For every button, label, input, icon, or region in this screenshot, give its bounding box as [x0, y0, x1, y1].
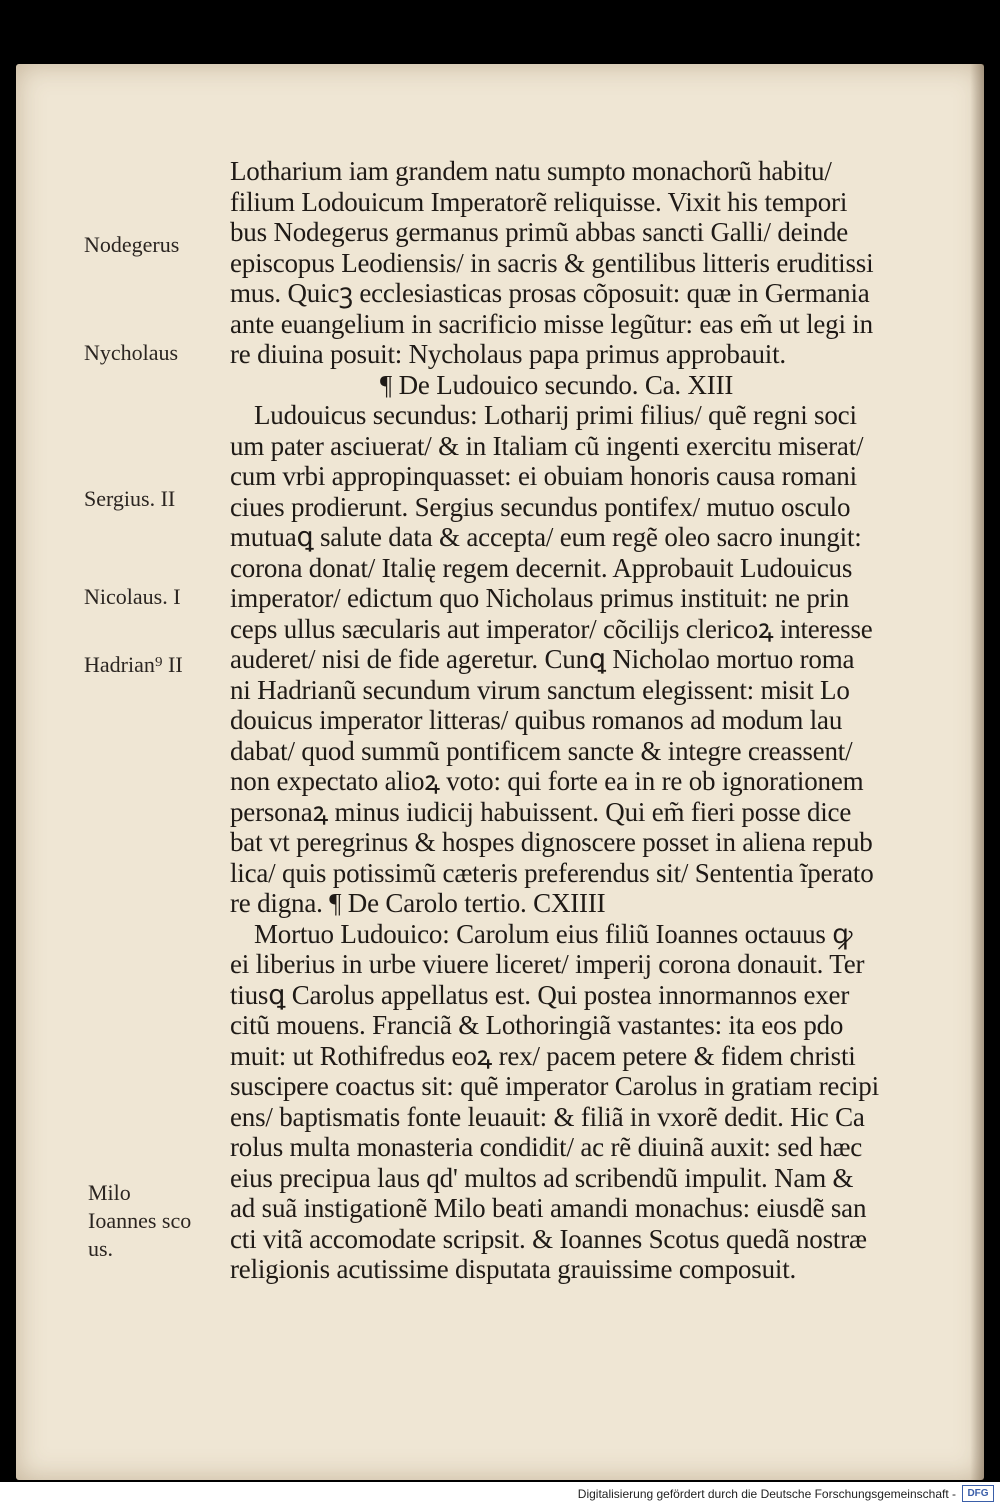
text-line: re diuina posuit: Nycholaus papa primus approbauit. [230, 339, 786, 369]
margin-note: Hadrian⁹ II [84, 652, 183, 677]
text-line: ante euangelium in sacrificio misse legũtur: eas em̃ ut legi in [230, 308, 873, 339]
margin-note: Ioannes sco [88, 1208, 192, 1233]
text-line: re digna. ¶ De Carolo tertio. CXIIII [230, 888, 606, 918]
text-line: ciues prodierunt. Sergius secundus pontifex/ mutuo osculo [230, 491, 851, 522]
text-line: mus. Quicꝫ ecclesiasticas prosas cõposuit: quæ in Germania [230, 278, 870, 308]
text-line: ens/ baptismatis fonte leuauit: & filiã in vxorẽ dedit. Hic Ca [230, 1101, 865, 1132]
footer-credit: Digitalisierung gefördert durch die Deutsche Forschungsgemeinschaft - [577, 1487, 956, 1501]
text-line: episcopus Leodiensis/ in sacris & gentilibus litteris eruditissi [230, 247, 874, 278]
margin-note: Nicolaus. I [84, 584, 181, 609]
text-line: cum vrbi appropinquasset: ei obuiam honoris causa romani [230, 461, 857, 491]
text-line: ni Hadrianũ secundum virum sanctum elegissent: misit Lo [230, 674, 850, 705]
text-line: ad suã instigationẽ Milo beati amandi monachus: eiusdẽ san [230, 1193, 867, 1223]
text-line: lica/ quis potissimũ cæteris preferendus sit/ Sententia ĩperato [230, 857, 874, 888]
text-line: eius precipua laus qd' multos ad scribendũ impulit. Nam & [230, 1162, 854, 1193]
text-line: suscipere coactus sit: quẽ imperator Carolus in gratiam recipi [230, 1071, 879, 1101]
text-line: cti vitã accomodate scripsit. & Ioannes Scotus quedã nostræ [230, 1223, 867, 1254]
text-line: mutuaꝗ salute data & accepta/ eum regẽ oleo sacro inungit: [230, 522, 862, 552]
dfg-logo-icon: DFG [962, 1485, 994, 1502]
text-line: imperator/ edictum quo Nicholaus primus instituit: ne prin [230, 583, 850, 613]
margin-note: Milo [88, 1180, 131, 1205]
margin-note: Nycholaus [84, 340, 179, 365]
text-line: Lotharium iam grandem natu sumpto monachorũ habitu/ [230, 156, 832, 186]
text-line: auderet/ nisi de fide ageretur. Cunꝗ Nicholao mortuo roma [230, 644, 855, 674]
text-line: religionis acutissime disputata grauissime composuit. [230, 1254, 797, 1284]
text-line: ei liberius in urbe viuere liceret/ imperij corona donauit. Ter [230, 949, 865, 979]
text-line: um pater asciuerat/ & in Italiam cũ ingenti exercitu miserat/ [230, 430, 864, 461]
text-line: personaꝝ minus iudicij habuissent. Qui em̃ fieri posse dice [230, 796, 852, 827]
text-line: Mortuo Ludouico: Carolum eius filiũ Ioannes octauus ꝙ [254, 918, 853, 949]
text-line: citũ mouens. Franciã & Lothoringiã vastantes: ita eos pdo [230, 1010, 844, 1040]
footer-bar [0, 1482, 1000, 1506]
text-line: muit: ut Rothifredus eoꝝ rex/ pacem petere & fidem christi [230, 1040, 856, 1071]
text-line: bat vt peregrinus & hospes dignoscere posset in aliena repub [230, 827, 873, 857]
text-line: non expectato alioꝝ voto: qui forte ea in re ob ignorationem [230, 766, 864, 796]
text-line: ¶ De Ludouico secundo. Ca. XIII [380, 369, 734, 400]
text-line: ceps ullus sæcularis aut imperator/ cõcilijs clericoꝝ interesse [230, 613, 873, 644]
text-line: bus Nodegerus germanus primũ abbas sancti Galli/ deinde [230, 217, 849, 247]
margin-note: Sergius. II [84, 486, 176, 511]
text-line: Ludouicus secundus: Lotharij primi filius/ quẽ regni soci [254, 400, 857, 430]
margin-note: us. [88, 1236, 114, 1261]
margin-note: Nodegerus [84, 232, 180, 257]
text-line: filium Lodouicum Imperatorẽ reliquisse. Vixit his tempori [230, 186, 848, 217]
text-line: rolus multa monasteria condidit/ ac rẽ diuinã auxit: sed hæc [230, 1132, 863, 1162]
book-page [16, 64, 984, 1480]
text-line: corona donat/ Italię regem decernit. Approbauit Ludouicus [230, 552, 853, 583]
text-line: douicus imperator litteras/ quibus romanos ad modum lau [230, 705, 843, 735]
text-line: dabat/ quod summũ pontificem sancte & integre creassent/ [230, 735, 853, 766]
text-line: tiusꝗ Carolus appellatus est. Qui postea innormannos exer [230, 979, 850, 1010]
